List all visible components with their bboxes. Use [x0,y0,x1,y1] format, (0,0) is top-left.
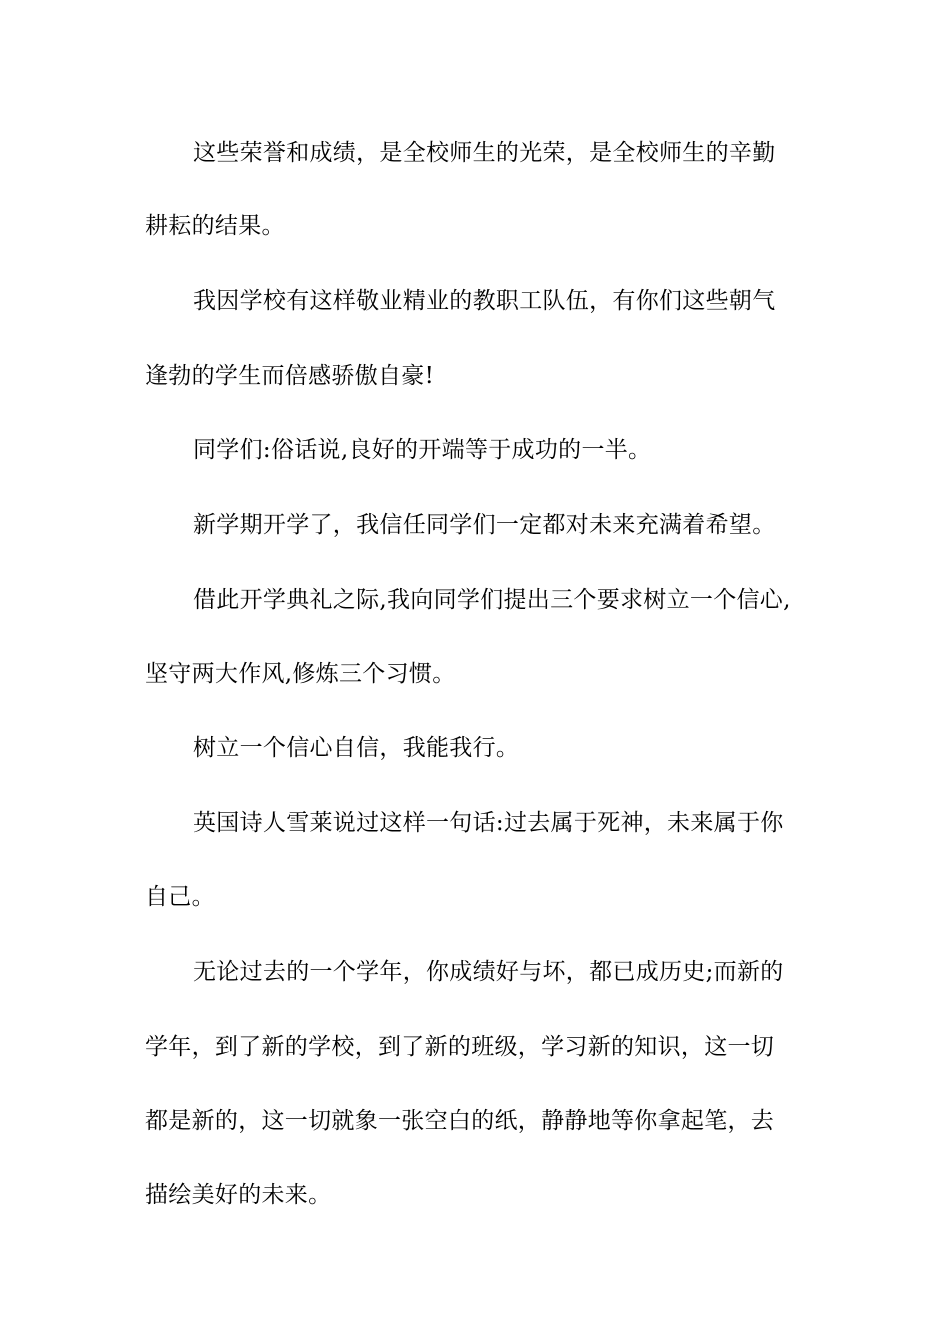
paragraph-line: 借此开学典礼之际,我向同学们提出三个要求树立一个信心, [193,587,791,613]
paragraph-line: 新学期开学了，我信任同学们一定都对未来充满着希望。 [193,512,776,538]
paragraph-line: 学年，到了新的学校，到了新的班级，学习新的知识，这一切 [145,1034,775,1060]
paragraph-line: 坚守两大作风,修炼三个习惯。 [145,661,456,687]
paragraph-line: 都是新的，这一切就象一张空白的纸，静静地等你拿起笔，去 [145,1108,775,1134]
paragraph-line: 英国诗人雪莱说过这样一句话:过去属于死神，未来属于你 [193,810,784,836]
paragraph-line: 逢勃的学生而倍感骄傲自豪! [145,363,435,389]
paragraph-line: 描绘美好的未来。 [145,1182,332,1208]
paragraph-line: 耕耘的结果。 [145,213,285,239]
paragraph-line: 我因学校有这样敬业精业的教职工队伍，有你们这些朝气 [193,288,776,314]
paragraph-line: 这些荣誉和成绩，是全校师生的光荣，是全校师生的辛勤 [193,140,776,166]
paragraph-line: 自己。 [145,884,215,910]
paragraph-line: 同学们:俗话说,良好的开端等于成功的一半。 [193,437,652,463]
paragraph-line: 无论过去的一个学年，你成绩好与坏，都已成历史;而新的 [193,959,784,985]
paragraph-line: 树立一个信心自信，我能我行。 [193,735,520,761]
